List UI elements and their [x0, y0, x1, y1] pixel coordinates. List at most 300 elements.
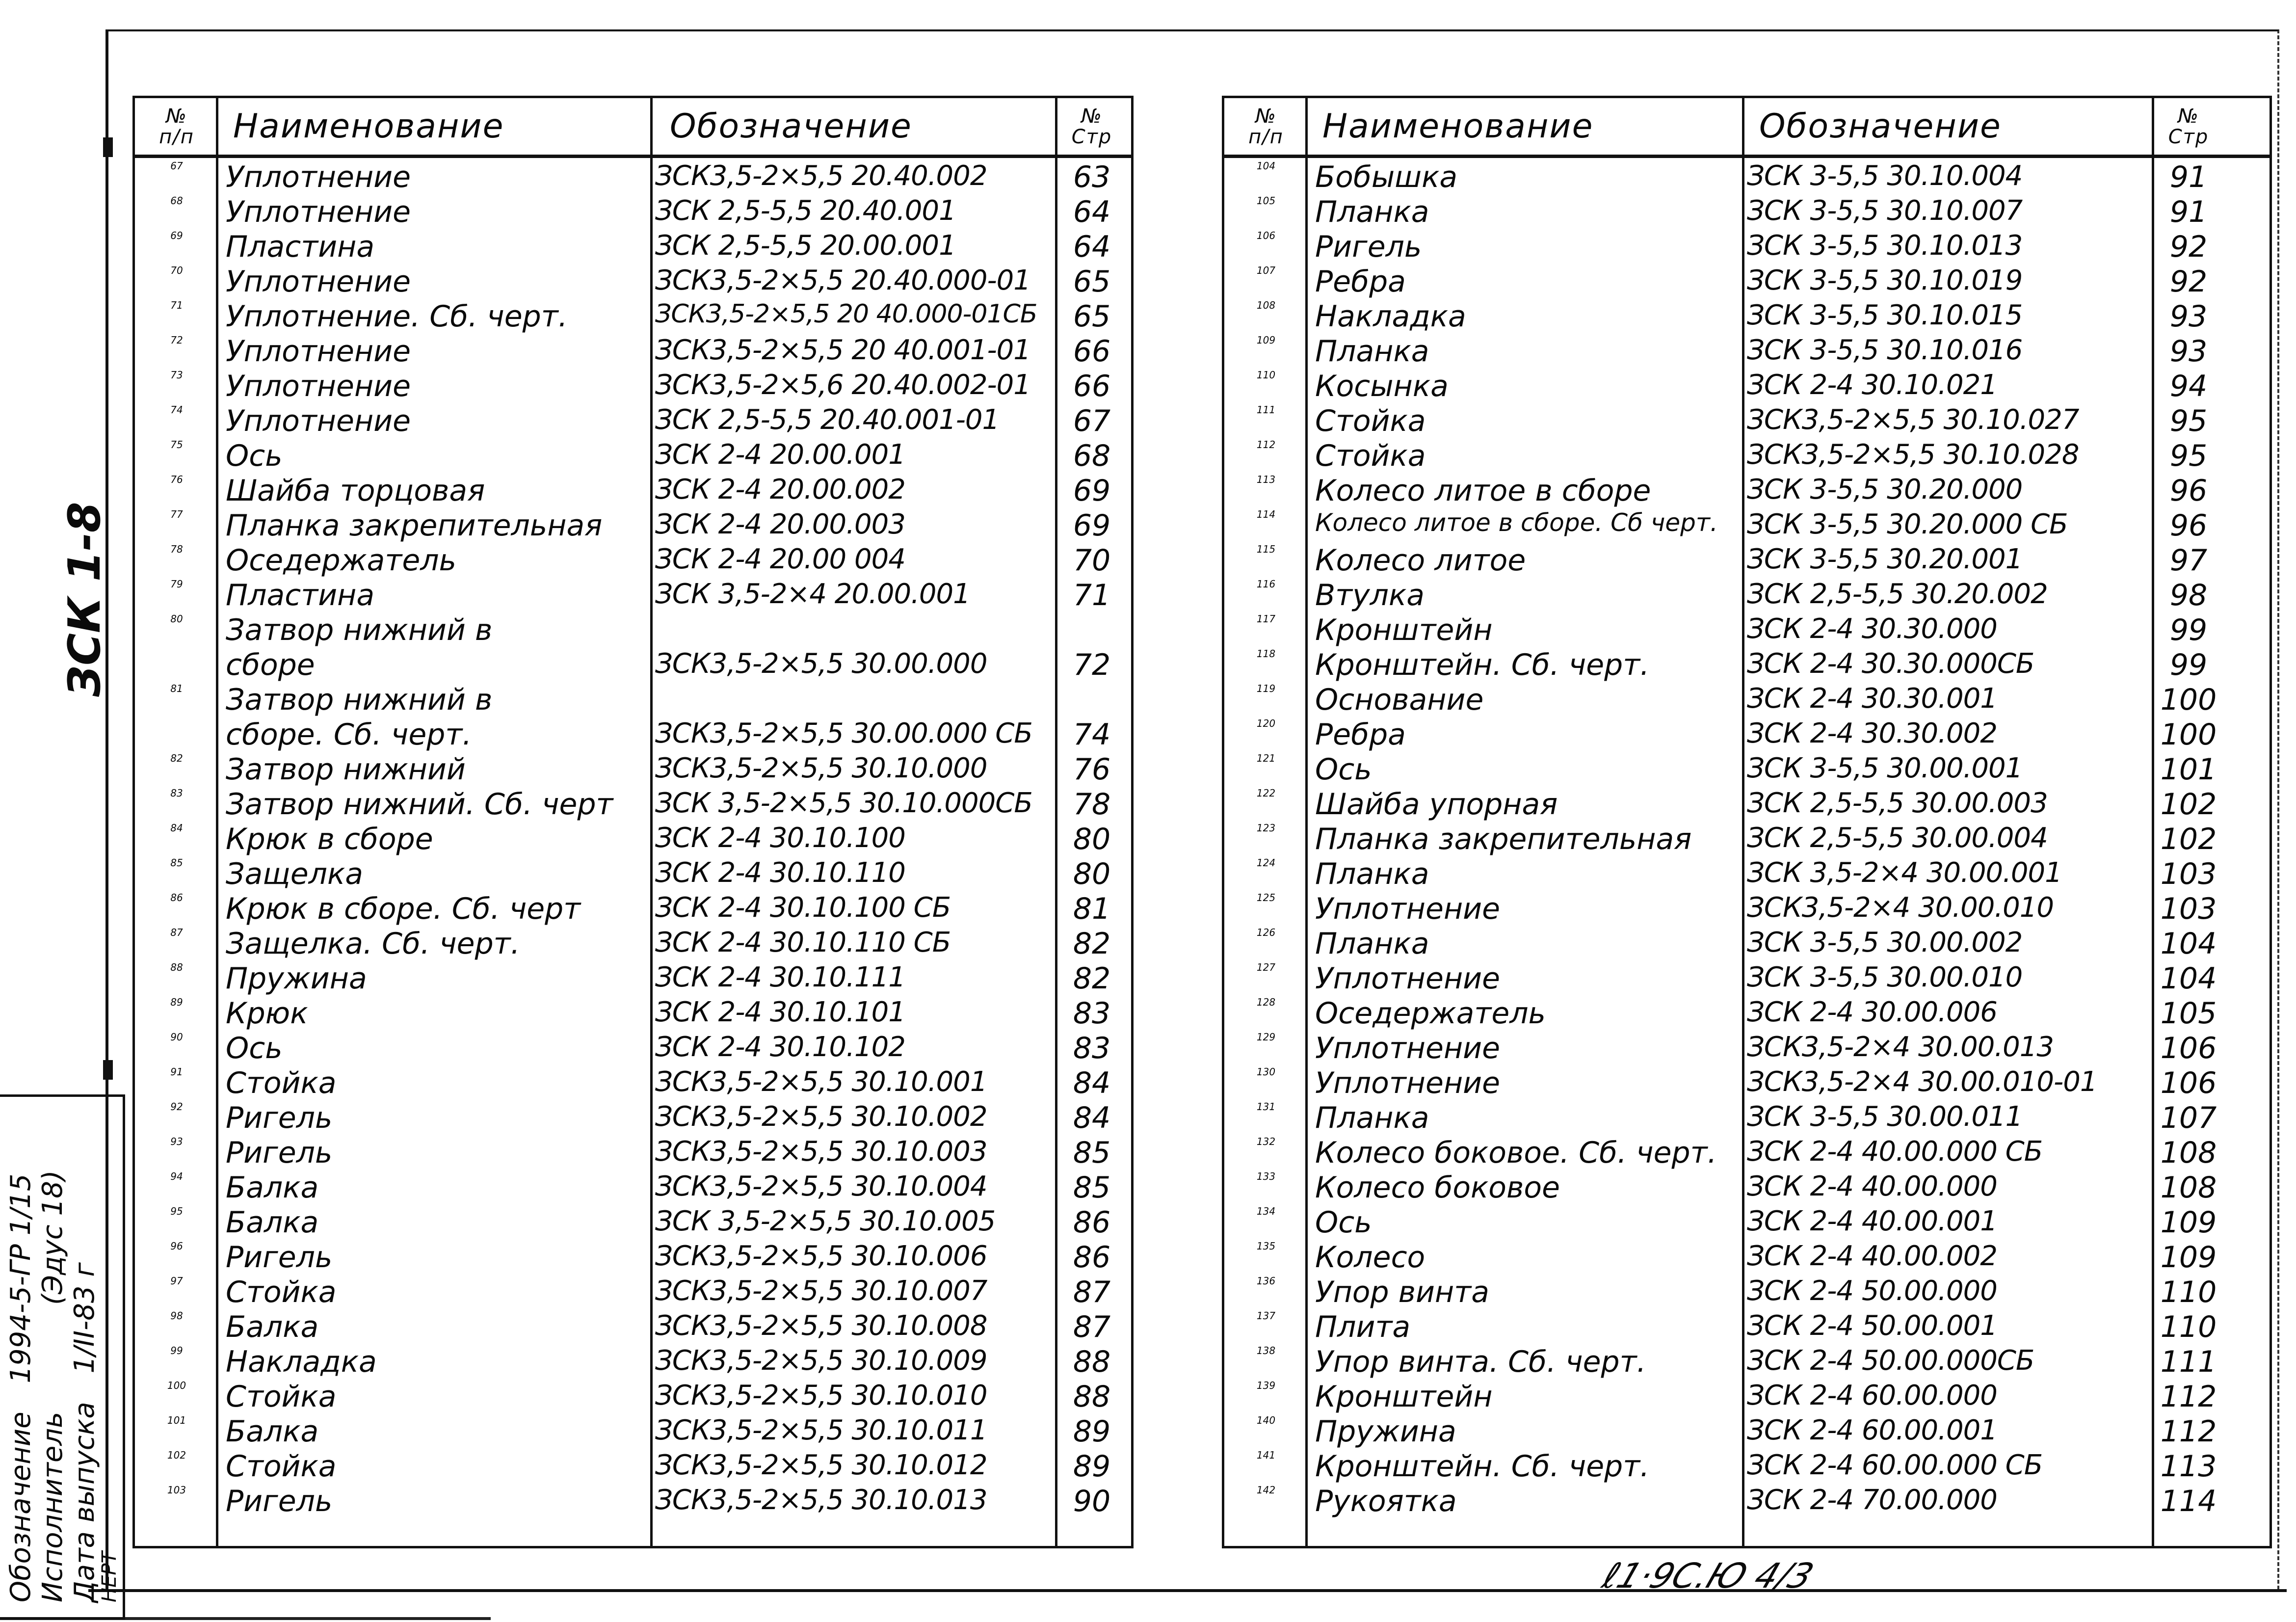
row-name: Уплотнение [1315, 1066, 1501, 1100]
row-name: Кронштейн. Сб. черт. [1315, 1449, 1650, 1484]
row-code: ЗСК 3-5,5 30.10.019 [1747, 265, 2023, 296]
row-page: 87 [1073, 1310, 1111, 1344]
row-code: ЗСК 2-4 20.00.003 [655, 508, 905, 540]
row-page: 90 [1073, 1484, 1111, 1518]
row-code: ЗСК3,5-2×5,5 30.10.013 [655, 1484, 987, 1516]
row-name: Втулка [1315, 578, 1425, 612]
row-number: 82 [170, 752, 183, 764]
row-name: Уплотнение [226, 404, 411, 438]
row-number: 99 [170, 1345, 183, 1356]
row-number: 72 [170, 334, 183, 346]
row-number: 78 [170, 543, 183, 555]
row-number: 118 [1256, 648, 1276, 660]
table-row [1224, 541, 2270, 576]
row-number: 80 [170, 613, 183, 625]
table-row [135, 506, 1131, 541]
row-number: 70 [170, 265, 183, 276]
row-page: 96 [2169, 474, 2208, 508]
header-number [140, 98, 213, 155]
row-page: 102 [2160, 787, 2217, 822]
row-name: Ригель [226, 1240, 333, 1275]
table-row [135, 158, 1131, 193]
row-name: Защелка. Сб. черт. [226, 927, 520, 961]
row-code: ЗСК 2-4 30.30.000СБ [1747, 648, 2034, 680]
row-number: 126 [1256, 927, 1276, 938]
row-code: ЗСК3,5-2×5,5 30.10.011 [655, 1414, 987, 1446]
stamp-release [69, 1262, 101, 1602]
table-row [1224, 437, 2270, 472]
row-page: 85 [1073, 1136, 1111, 1170]
table-row [1224, 646, 2270, 681]
row-number: 130 [1256, 1066, 1276, 1078]
row-name: Ригель [1315, 230, 1422, 264]
row-code: ЗСК 3,5-2×5,5 30.10.000СБ [655, 787, 1032, 819]
row-number: 108 [1256, 299, 1276, 311]
row-page: 104 [2160, 927, 2217, 961]
row-page: 83 [1073, 1031, 1111, 1065]
row-code: ЗСК 2-4 30.10.100 СБ [655, 892, 951, 924]
row-name: Уплотнение [1315, 892, 1501, 926]
row-code: ЗСК 2-4 30.30.001 [1747, 683, 1997, 715]
table-row [135, 855, 1131, 890]
row-name: Планка [1315, 927, 1429, 961]
table-row [135, 1134, 1131, 1169]
row-page: 100 [2160, 718, 2217, 752]
table-row [1224, 1238, 2270, 1273]
row-page: 86 [1073, 1240, 1111, 1275]
row-page: 65 [1073, 265, 1111, 299]
table-row [135, 332, 1131, 367]
table-row [135, 716, 1131, 750]
row-name: Защелка [226, 857, 364, 891]
table-row [135, 785, 1131, 820]
row-code: ЗСК 2-4 20.00 004 [655, 543, 905, 575]
row-number: 117 [1256, 613, 1276, 625]
row-number: 92 [170, 1101, 183, 1113]
stamp-designation [5, 1174, 37, 1603]
table-row [1224, 263, 2270, 297]
table-row [1224, 576, 2270, 611]
table-row [135, 1238, 1131, 1273]
row-code: ЗСК 3-5,5 30.20.000 [1747, 474, 2023, 505]
row-page: 88 [1073, 1345, 1111, 1379]
row-name: Ось [226, 439, 283, 473]
header-number [1229, 98, 1303, 155]
row-code: ЗСК3,5-2×5,5 30.00.000 СБ [655, 718, 1032, 749]
row-name: Затвор нижний [226, 752, 466, 787]
row-name: Пластина [226, 230, 375, 264]
row-page: 76 [1073, 752, 1111, 787]
row-name: Затвор нижний. Сб. черт [226, 787, 613, 822]
row-code: ЗСК 3-5,5 30.10.016 [1747, 334, 2023, 366]
row-name: Затвор нижний в [226, 613, 493, 647]
table-row [1224, 959, 2270, 994]
table-row [135, 472, 1131, 506]
row-code: ЗСК3,5-2×5,5 30.10.002 [655, 1101, 987, 1133]
row-number: 111 [1256, 404, 1276, 416]
row-code: ЗСК 3-5,5 30.10.004 [1747, 160, 2023, 192]
row-name: Уплотнение [226, 195, 411, 229]
header-number-pp: п/п [1248, 125, 1284, 148]
table-row [1224, 402, 2270, 437]
row-number: 91 [170, 1066, 183, 1078]
row-page: 108 [2160, 1136, 2217, 1170]
row-number: 74 [170, 404, 183, 416]
row-number: 122 [1256, 787, 1276, 799]
row-number: 105 [1256, 195, 1276, 207]
row-page: 111 [2160, 1345, 2217, 1379]
row-number: 96 [170, 1240, 183, 1252]
row-number: 104 [1256, 160, 1276, 172]
row-code: ЗСК 2-4 20.00.001 [655, 439, 905, 471]
row-page: 85 [1073, 1170, 1111, 1205]
row-name: Кронштейн [1315, 1380, 1493, 1414]
row-page: 64 [1073, 195, 1111, 229]
row-page: 95 [2169, 404, 2208, 438]
table-row [135, 297, 1131, 332]
table-row [135, 1308, 1131, 1343]
row-code: ЗСК3,5-2×5,5 20 40.000-01СБ [655, 299, 1037, 329]
row-page: 67 [1073, 404, 1111, 438]
table-row [1224, 1203, 2270, 1238]
row-page: 78 [1073, 787, 1111, 822]
header-page [1057, 98, 1126, 155]
row-name: Накладка [226, 1345, 377, 1379]
row-name: Планка [1315, 857, 1429, 891]
row-code: ЗСК3,5-2×5,5 30.10.028 [1747, 439, 2079, 471]
row-number: 132 [1256, 1136, 1276, 1147]
row-name: Оседержатель [1315, 996, 1546, 1031]
row-name: Стойка [1315, 439, 1426, 473]
row-code: ЗСК 3,5-2×5,5 30.10.005 [655, 1205, 996, 1237]
row-code: ЗСК 3-5,5 30.00.001 [1747, 752, 2023, 784]
row-number: 127 [1256, 961, 1276, 973]
bottom-border [88, 1589, 2287, 1592]
row-code: ЗСК3,5-2×5,5 30.10.007 [655, 1275, 987, 1307]
row-code: ЗСК3,5-2×5,5 20.40.002 [655, 160, 987, 192]
row-code: ЗСК 2,5-5,5 20.40.001 [655, 195, 956, 227]
row-page: 89 [1073, 1449, 1111, 1484]
row-page: 87 [1073, 1275, 1111, 1309]
table-row [135, 263, 1131, 297]
row-code: ЗСК3,5-2×5,5 20 40.001-01 [655, 334, 1030, 366]
row-name: Кронштейн [1315, 613, 1493, 647]
table-row [135, 402, 1131, 437]
row-page: 93 [2169, 334, 2208, 369]
row-number: 88 [170, 961, 183, 973]
row-name: Стойка [1315, 404, 1426, 438]
table-row [1224, 1308, 2270, 1343]
row-page: 113 [2160, 1449, 2217, 1484]
row-name: Бобышка [1315, 160, 1458, 194]
table-header [1224, 98, 2270, 158]
table-row [1224, 1029, 2270, 1064]
row-number: 119 [1256, 683, 1276, 694]
row-name: Пружина [1315, 1414, 1456, 1449]
table-row [1224, 1447, 2270, 1482]
row-code: ЗСК 3-5,5 30.20.000 СБ [1747, 508, 2068, 540]
row-code: ЗСК 2-4 30.30.000 [1747, 613, 1997, 645]
stamp-release-value: 1/II-83 г [69, 1262, 101, 1374]
table-row [1224, 1412, 2270, 1447]
left-table [132, 96, 1134, 1548]
row-number: 112 [1256, 439, 1276, 451]
row-number: 100 [167, 1380, 186, 1391]
row-name: Колесо литое в сборе. Сб черт. [1315, 508, 1718, 537]
row-name: Крюк в сборе. Сб. черт [226, 892, 581, 926]
row-code: ЗСК 3,5-2×4 20.00.001 [655, 578, 970, 610]
row-page: 70 [1073, 543, 1111, 578]
row-name: Колесо [1315, 1240, 1425, 1275]
row-number: 109 [1256, 334, 1276, 346]
row-number: 83 [170, 787, 183, 799]
left-rows [135, 158, 1131, 1517]
row-number: 137 [1256, 1310, 1276, 1322]
side-document-code: ЗСК 1-8 [59, 502, 110, 697]
row-number: 73 [170, 369, 183, 381]
row-number: 135 [1256, 1240, 1276, 1252]
row-name: Стойка [226, 1449, 337, 1484]
table-row [1224, 820, 2270, 855]
table-row [1224, 1378, 2270, 1412]
row-page: 101 [2160, 752, 2217, 787]
row-code: ЗСК3,5-2×5,5 30.10.003 [655, 1136, 987, 1168]
row-number: 77 [170, 508, 183, 520]
row-name: Пружина [226, 961, 367, 996]
table-row [135, 611, 1131, 646]
row-name: Упор винта. Сб. черт. [1315, 1345, 1646, 1379]
row-name: Балка [226, 1310, 319, 1344]
row-page: 100 [2160, 683, 2217, 717]
row-code: ЗСК3,5-2×5,5 30.10.006 [655, 1240, 987, 1272]
row-name: Накладка [1315, 299, 1466, 334]
table-row [1224, 611, 2270, 646]
row-number: 101 [167, 1414, 186, 1426]
table-row [1224, 785, 2270, 820]
row-number: 86 [170, 892, 183, 904]
row-name: Шайба упорная [1315, 787, 1558, 822]
row-name: Уплотнение [1315, 1031, 1501, 1065]
row-number: 87 [170, 927, 183, 938]
row-code: ЗСК 3-5,5 30.00.011 [1747, 1101, 2023, 1133]
row-code: ЗСК3,5-2×5,5 30.10.004 [655, 1170, 987, 1202]
row-number: 90 [170, 1031, 183, 1043]
row-code: ЗСК 2-4 20.00.002 [655, 474, 905, 505]
row-number: 133 [1256, 1170, 1276, 1182]
row-page: 106 [2160, 1031, 2217, 1065]
table-row [135, 925, 1131, 959]
row-page: 99 [2169, 613, 2208, 647]
row-page: 103 [2160, 892, 2217, 926]
row-number: 79 [170, 578, 183, 590]
row-number: 103 [167, 1484, 186, 1496]
row-name: Плита [1315, 1310, 1411, 1344]
table-row [135, 437, 1131, 472]
row-code: ЗСК 2-4 50.00.000 [1747, 1275, 1997, 1307]
row-code: ЗСК 2-4 40.00.000 СБ [1747, 1136, 2043, 1168]
row-page: 102 [2160, 822, 2217, 856]
row-name: Стойка [226, 1066, 337, 1100]
row-code: ЗСК 3-5,5 30.00.002 [1747, 927, 2023, 958]
row-number: 134 [1256, 1205, 1276, 1217]
table-row [135, 1378, 1131, 1412]
table-row [135, 1029, 1131, 1064]
row-page: 94 [2169, 369, 2208, 403]
row-name: Планка закрепительная [226, 508, 603, 543]
row-number: 139 [1256, 1380, 1276, 1391]
row-code: ЗСК3,5-2×5,5 30.10.001 [655, 1066, 987, 1098]
table-row [135, 994, 1131, 1029]
stamp-bottom-label: НЕРТ [98, 1551, 121, 1602]
table-row [1224, 472, 2270, 506]
table-row [135, 193, 1131, 228]
row-name: Планка [1315, 1101, 1429, 1135]
row-number: 129 [1256, 1031, 1276, 1043]
row-code: ЗСК 3-5,5 30.10.013 [1747, 230, 2023, 262]
row-number: 95 [170, 1205, 183, 1217]
row-name: Рукоятка [1315, 1484, 1457, 1518]
table-row [135, 1273, 1131, 1308]
row-number: 128 [1256, 996, 1276, 1008]
row-number: 125 [1256, 892, 1276, 904]
row-code: ЗСК 2-4 50.00.001 [1747, 1310, 1997, 1342]
table-row [1224, 890, 2270, 925]
row-name: Балка [226, 1414, 319, 1449]
row-page: 97 [2169, 543, 2208, 578]
row-code: ЗСК 2-4 30.10.110 [655, 857, 905, 889]
row-code: ЗСК 2-4 40.00.001 [1747, 1205, 1997, 1237]
row-page: 95 [2169, 439, 2208, 473]
table-row [1224, 1099, 2270, 1134]
row-name: Уплотнение [226, 265, 411, 299]
row-name: Колесо боковое [1315, 1170, 1560, 1205]
row-page: 114 [2160, 1484, 2217, 1518]
row-name: Стойка [226, 1275, 337, 1309]
table-row [135, 1343, 1131, 1378]
header-page-str: Стр [2168, 125, 2209, 148]
table-row [135, 1447, 1131, 1482]
row-number: 131 [1256, 1101, 1276, 1113]
row-code: ЗСК 3-5,5 30.10.015 [1747, 299, 2023, 331]
row-page: 64 [1073, 230, 1111, 264]
row-name: Основание [1315, 683, 1484, 717]
row-code: ЗСК 2-4 60.00.001 [1747, 1414, 1997, 1446]
row-code: ЗСК3,5-2×5,5 30.10.010 [655, 1380, 987, 1411]
row-name: Оседержатель [226, 543, 457, 578]
row-name: Балка [226, 1205, 319, 1240]
row-number: 67 [170, 160, 183, 172]
row-code: ЗСК3,5-2×4 30.00.013 [1747, 1031, 2054, 1063]
row-name: Шайба торцовая [226, 474, 485, 508]
row-name: Кронштейн. Сб. черт. [1315, 648, 1650, 682]
row-code: ЗСК3,5-2×5,6 20.40.002-01 [655, 369, 1030, 401]
row-number: 123 [1256, 822, 1276, 834]
row-number: 106 [1256, 230, 1276, 241]
row-code: ЗСК 2-4 60.00.000 [1747, 1380, 1997, 1411]
table-row [1224, 1169, 2270, 1203]
table-row [1224, 506, 2270, 541]
row-number: 110 [1256, 369, 1276, 381]
row-number: 140 [1256, 1414, 1276, 1426]
row-name: Ригель [226, 1484, 333, 1518]
table-row [135, 1169, 1131, 1203]
row-code: ЗСК 2-4 40.00.000 [1747, 1170, 1997, 1202]
row-number: 94 [170, 1170, 183, 1182]
signature: ℓ1·9С.Ю 4/3 [1597, 1556, 1819, 1596]
row-name: Стойка [226, 1380, 337, 1414]
row-page: 96 [2169, 508, 2208, 543]
row-code: ЗСК3,5-2×5,5 30.00.000 [655, 648, 987, 680]
row-name: Планка закрепительная [1315, 822, 1692, 856]
row-code: ЗСК 2-4 30.10.021 [1747, 369, 1997, 401]
row-name: Крюк в сборе [226, 822, 433, 856]
row-code: ЗСК 2-4 30.30.002 [1747, 718, 1997, 749]
row-name: Пластина [226, 578, 375, 612]
table-row [135, 1482, 1131, 1517]
row-page: 91 [2169, 195, 2208, 229]
row-page: 74 [1073, 718, 1111, 752]
row-name: Уплотнение [226, 369, 411, 403]
row-code: ЗСК 2-4 30.10.111 [655, 961, 905, 993]
header-page-str: Стр [1071, 125, 1112, 148]
row-page: 80 [1073, 822, 1111, 856]
table-row [1224, 716, 2270, 750]
table-row [135, 1064, 1131, 1099]
header-page-symbol: № [2178, 105, 2199, 128]
row-page: 103 [2160, 857, 2217, 891]
table-row [135, 646, 1131, 681]
row-name: Уплотнение [1315, 961, 1501, 996]
table-row [1224, 1482, 2270, 1517]
row-number: 98 [170, 1310, 183, 1322]
row-page: 84 [1073, 1066, 1111, 1100]
table-row [1224, 332, 2270, 367]
stamp-executor-value: (Эдус 18) [37, 1170, 69, 1305]
row-number: 107 [1256, 265, 1276, 276]
row-page: 89 [1073, 1414, 1111, 1449]
row-number: 85 [170, 857, 183, 869]
row-name: Ось [1315, 752, 1372, 787]
table-row [1224, 1064, 2270, 1099]
row-name: Ригель [226, 1101, 333, 1135]
table-row [1224, 1134, 2270, 1169]
row-code: ЗСК 3-5,5 30.10.007 [1747, 195, 2023, 227]
row-page: 112 [2160, 1414, 2217, 1449]
row-code: ЗСК 2,5-5,5 30.00.003 [1747, 787, 2048, 819]
stamp-release-label: Дата выпуска [69, 1402, 101, 1602]
table-row [1224, 1273, 2270, 1308]
row-name: Уплотнение. Сб. черт. [226, 299, 568, 334]
row-code: ЗСК 2-4 40.00.002 [1747, 1240, 1997, 1272]
row-number: 120 [1256, 718, 1276, 729]
row-name: сборе [226, 648, 315, 682]
row-number: 97 [170, 1275, 183, 1287]
table-row [135, 1203, 1131, 1238]
right-table [1222, 96, 2272, 1548]
table-row [135, 576, 1131, 611]
row-page: 92 [2169, 230, 2208, 264]
table-row [135, 681, 1131, 716]
row-code: ЗСК 2,5-5,5 30.00.004 [1747, 822, 2048, 854]
row-page: 99 [2169, 648, 2208, 682]
row-name: Косынка [1315, 369, 1449, 403]
row-code: ЗСК3,5-2×5,5 30.10.000 [655, 752, 987, 784]
row-number: 114 [1256, 508, 1276, 520]
row-number: 102 [167, 1449, 186, 1461]
row-page: 63 [1073, 160, 1111, 194]
row-name: Планка [1315, 195, 1429, 229]
row-number: 71 [170, 299, 183, 311]
